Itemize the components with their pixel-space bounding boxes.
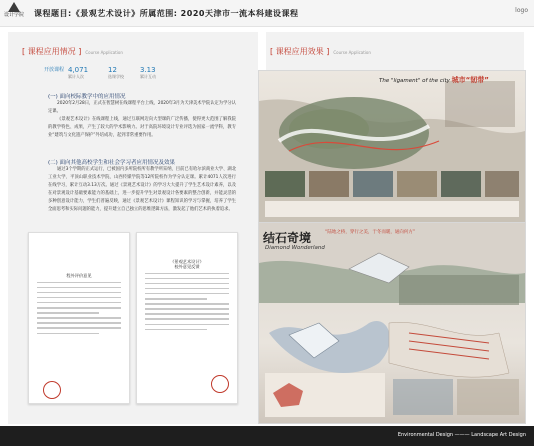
poster1-heading: The "ligament" of the city 城市“韧带” (379, 76, 489, 84)
logo-mark-icon (8, 2, 20, 12)
poster2-heading: 结石奇境 (263, 231, 312, 245)
stat-interactions: 3.13 累计互动 (140, 66, 156, 79)
red-seal-icon (211, 375, 229, 393)
section1-title: (一) 面向校际教学中的应用情况 (48, 94, 126, 100)
poster2-quote: “陆地之桥，穿行之美，于冬而暖，通向何方” (325, 230, 416, 235)
stat-schools: 12 选课学校 (108, 66, 124, 79)
header-bar (0, 0, 534, 27)
page-title: 课程题目:《景观艺术设计》所属范围: 2020天津市一流本科建设课程 (34, 9, 299, 18)
poster-city-ligament (258, 70, 526, 224)
evaluation-documents (28, 232, 236, 402)
section1-text: 2020年2月28日，正式在智慧树在线课程平台上线，2020年3月为天津美术学院认定为学分认定课。 《景观艺术设计》在线课程上线，通过互联网迈向大型课的广泛传播，使得更大范围了解我院的教学特色、成果，产生了较大的学术影响力。对于高院环境设计专业评选为国家一流学科，教专业“建筑与文化遗产保护”外培成功，起到非常重要作用。 (48, 101, 236, 138)
section2-text: 通过3个学期的正式运行，已被国内多所院校所有教学所采纳，目前已有哈尔滨商业大学、湖北工业大学、平顶山职业技术学院、山西传媒学院等12所院校作为学分认定课。累计4071人次进行在线学习，累计互动3.13万次。通过《景观艺术设计》的学习大大提升了学生艺术设计素养，以及在对景观设计基础要素能力的基础上，进一步提升学生对景观设计各要素的整合创新，并能灵活的多种创意设计能力，学生们普遍反映，通过《景观艺术设计》课程知识的学习与掌握，培养了学生全面思考和实际问题的能力，提升建立自己独立的思维逻辑方法，激发起了他们艺术的执着追求。 (48, 167, 236, 212)
evaluation-doc-2: 《景观艺术设计》 校外意见反馈 (136, 232, 238, 404)
evaluation-doc-1: 程外评价意见 (28, 232, 130, 404)
footer-text: Environmental Design ——— Landscape Art Design (397, 432, 526, 438)
red-seal-icon (43, 381, 61, 399)
stat-total-visits: 4,071 累计人次 (68, 66, 89, 79)
poster-diamond-wonderland (258, 222, 526, 424)
right-panel-title: [ 课程应用效果 ] Course Application (270, 47, 371, 56)
school-logo: 设计学院 (4, 2, 24, 22)
poster2-graphic (259, 223, 525, 423)
section2-title: (二) 面向其他高校学生和社会学习者应用情况及效果 (48, 160, 176, 166)
stats-row (44, 66, 164, 86)
stat-open-course: 开放课程 (44, 67, 65, 73)
right-logo: logo (515, 7, 528, 14)
left-panel-title: [ 课程应用情况 ] Course Application (22, 47, 123, 56)
poster2-subtitle: Diamond Wonderland (265, 245, 325, 251)
footer-bar (0, 426, 534, 446)
poster1-graphic (259, 71, 525, 223)
